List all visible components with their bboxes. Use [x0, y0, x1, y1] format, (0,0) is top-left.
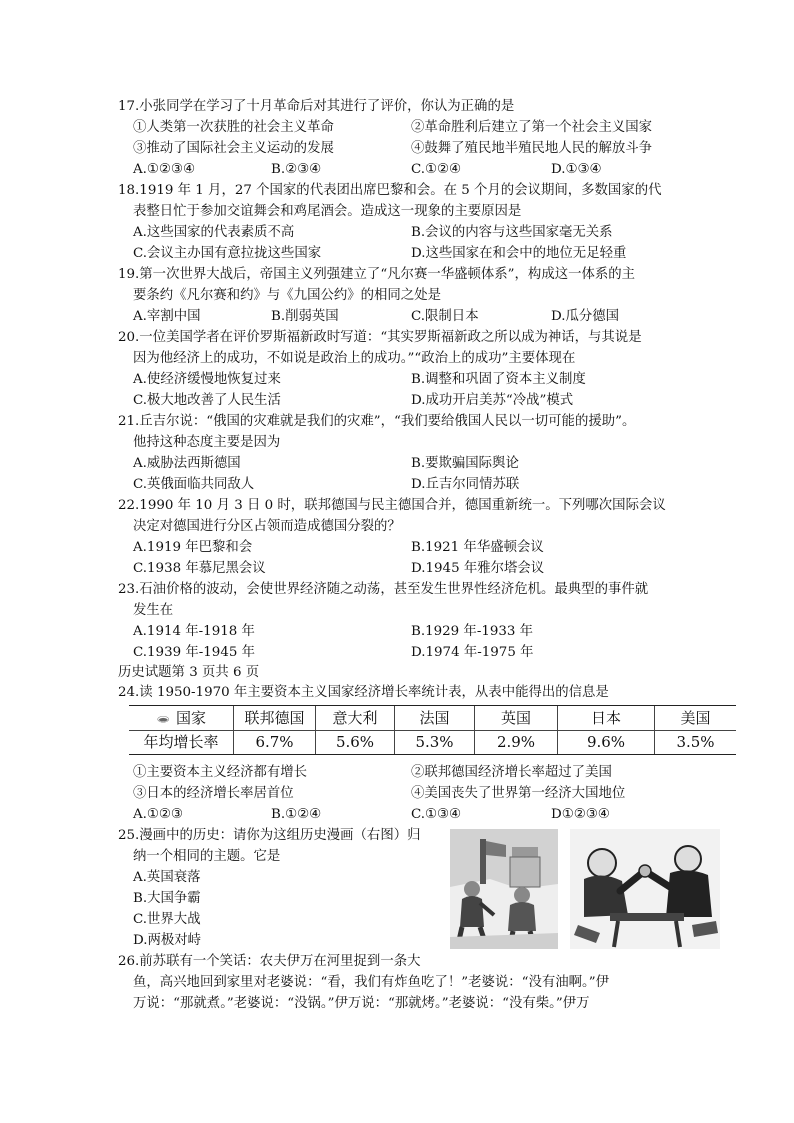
q17-option-b: B.②③④ [271, 162, 322, 177]
q24-statement-3: ③日本的经济增长率居首位 [133, 786, 294, 801]
q24-option-a: A.①②③ [133, 807, 183, 822]
table-cell: 5.6% [315, 730, 394, 754]
q17-statement-3: ③推动了国际社会主义运动的发展 [133, 141, 334, 156]
q24-statement-2: ②联邦德国经济增长率超过了美国 [411, 765, 612, 780]
q20-stem-line1: 20.一位美国学者在评价罗斯福新政时写道：“其实罗斯福新政之所以成为神话，与其说是 [118, 330, 642, 345]
q17-statement-1: ①人类第一次获胜的社会主义革命 [133, 120, 334, 135]
q26-line1: 26.前苏联有一个笑话：农夫伊万在河里捉到一条大 [118, 954, 421, 969]
table-cell: 9.6% [557, 730, 654, 754]
table-header-cell: 英国 [474, 706, 557, 730]
table-header-cell: 美国 [654, 706, 736, 730]
q21-stem-line1: 21.丘吉尔说：“俄国的灾难就是我们的灾难”，“我们要给俄国人民以一切可能的援助”。 [118, 414, 636, 429]
table-cell: 5.3% [394, 730, 474, 754]
q20-stem-line2: 因为他经济上的成功，不如说是政治上的成功。”“政治上的成功”主要体现在 [133, 351, 576, 366]
q22-option-c: C.1938 年慕尼黑会议 [133, 561, 266, 576]
q26-line3: 万说：“那就煮。”老婆说：“没锅。”伊万说：“那就烤。”老婆说：“没有柴。”伊万 [133, 996, 590, 1011]
q24-option-c: C.①③④ [411, 807, 462, 822]
q23-option-d: D.1974 年-1975 年 [411, 645, 534, 660]
page-footer: 历史试题第 3 页共 6 页 [118, 665, 260, 680]
q19-option-a: A.宰割中国 [133, 309, 201, 324]
q25-stem-line2: 纳一个相同的主题。它是 [133, 849, 281, 864]
table-header-label: 国家 [175, 709, 206, 727]
q25-option-b: B.大国争霸 [133, 891, 201, 906]
q21-stem-line2: 他持这种态度主要是因为 [133, 435, 281, 450]
q17-statement-4: ④鼓舞了殖民地半殖民地人民的解放斗争 [411, 141, 653, 156]
q24-option-b: B.①②④ [271, 807, 322, 822]
q20-option-b: B.调整和巩固了资本主义制度 [411, 372, 586, 387]
q18-stem-line2: 表整日忙于参加交谊舞会和鸡尾酒会。造成这一现象的主要原因是 [133, 204, 522, 219]
q19-option-c: C.限制日本 [411, 309, 479, 324]
q20-option-c: C.极大地改善了人民生活 [133, 393, 281, 408]
table-row-label: 年均增长率 [143, 733, 219, 751]
q25-stem-line1: 25.漫画中的历史：请你为这组历史漫画（右图）归 [118, 828, 421, 843]
q21-option-b: B.要欺骗国际舆论 [411, 456, 519, 471]
q17-option-d: D.①③④ [551, 162, 602, 177]
q22-option-d: D.1945 年雅尔塔会议 [411, 561, 545, 576]
q21-option-a: A.威胁法西斯德国 [133, 456, 241, 471]
q24-option-d: D①②③④ [551, 807, 610, 822]
table-header-cell: 日本 [557, 706, 654, 730]
q23-option-a: A.1914 年-1918 年 [133, 624, 255, 639]
q18-option-d: D.这些国家在和会中的地位无足轻重 [411, 246, 627, 261]
table-header-label-cell [129, 706, 233, 730]
q17-option-a: A.①②③④ [133, 162, 195, 177]
q22-option-a: A.1919 年巴黎和会 [133, 540, 253, 555]
table-header-row [129, 706, 736, 731]
q20-option-a: A.使经济缓慢地恢复过来 [133, 372, 281, 387]
q23-stem-line2: 发生在 [133, 603, 174, 618]
q24-stem: 24.读 1950-1970 年主要资本主义国家经济增长率统计表，从表中能得出的信息是 [118, 685, 609, 700]
q19-option-d: D.瓜分德国 [551, 309, 620, 324]
q23-option-b: B.1929 年-1933 年 [411, 624, 534, 639]
growth-rate-table [129, 705, 736, 755]
q24-statement-1: ①主要资本主义经济都有增长 [133, 765, 308, 780]
q21-option-c: C.英俄面临共同敌人 [133, 477, 255, 492]
q25-option-d: D.两极对峙 [133, 933, 202, 948]
table-cell: 2.9% [474, 730, 557, 754]
cartoon-arm-wrestling-image [570, 829, 720, 949]
cartoon-arm-wrestling-drawing [570, 829, 720, 949]
table-header-cell: 意大利 [315, 706, 394, 730]
table-header-cell: 法国 [394, 706, 474, 730]
q22-stem-line1: 22.1990 年 10 月 3 日 0 时，联邦德国与民主德国合并，德国重新统一。下列哪次国际会议 [118, 498, 666, 513]
q23-stem-line1: 23.石油价格的波动，会使世界经济随之动荡，甚至发生世界性经济危机。最典型的事件就 [118, 582, 649, 597]
q21-option-d: D.丘吉尔同情苏联 [411, 477, 520, 492]
q22-option-b: B.1921 年华盛顿会议 [411, 540, 544, 555]
cartoon-soldiers-image [450, 829, 558, 949]
table-data-row [129, 730, 736, 754]
q18-option-c: C.会议主办国有意拉拢这些国家 [133, 246, 322, 261]
q26-line2: 鱼，高兴地回到家里对老婆说：“看，我们有炸鱼吃了！”老婆说：“没有油啊。”伊 [133, 975, 609, 990]
table-corner-mark: 🕳 [156, 713, 170, 726]
q17-statement-2: ②革命胜利后建立了第一个社会主义国家 [411, 120, 653, 135]
q20-option-d: D.成功开启美苏“冷战”模式 [411, 393, 574, 408]
q25-option-c: C.世界大战 [133, 912, 201, 927]
q22-stem-line2: 决定对德国进行分区占领而造成德国分裂的？ [133, 519, 401, 534]
q17-option-c: C.①②④ [411, 162, 462, 177]
q18-stem-line1: 18.1919 年 1 月，27 个国家的代表团出席巴黎和会。在 5 个月的会议期间，多数国家的代 [118, 183, 662, 198]
q25-option-a: A.英国衰落 [133, 870, 201, 885]
table-cell: 6.7% [233, 730, 315, 754]
q18-option-b: B.会议的内容与这些国家毫无关系 [411, 225, 613, 240]
q24-statement-4: ④美国丧失了世界第一经济大国地位 [411, 786, 626, 801]
q23-option-c: C.1939 年-1945 年 [133, 645, 255, 660]
table-cell: 3.5% [654, 730, 736, 754]
cartoon-soldiers-drawing [450, 829, 558, 949]
table-header-cell: 联邦德国 [233, 706, 315, 730]
q19-stem-line1: 19.第一次世界大战后，帝国主义列强建立了“凡尔赛一华盛顿体系”，构成这一体系的主 [118, 267, 636, 282]
q19-stem-line2: 要条约《凡尔赛和约》与《九国公约》的相同之处是 [133, 288, 441, 303]
q19-option-b: B.削弱英国 [271, 309, 339, 324]
q17-stem: 17.小张同学在学习了十月革命后对其进行了评价，你认为正确的是 [118, 99, 515, 114]
q18-option-a: A.这些国家的代表素质不高 [133, 225, 295, 240]
